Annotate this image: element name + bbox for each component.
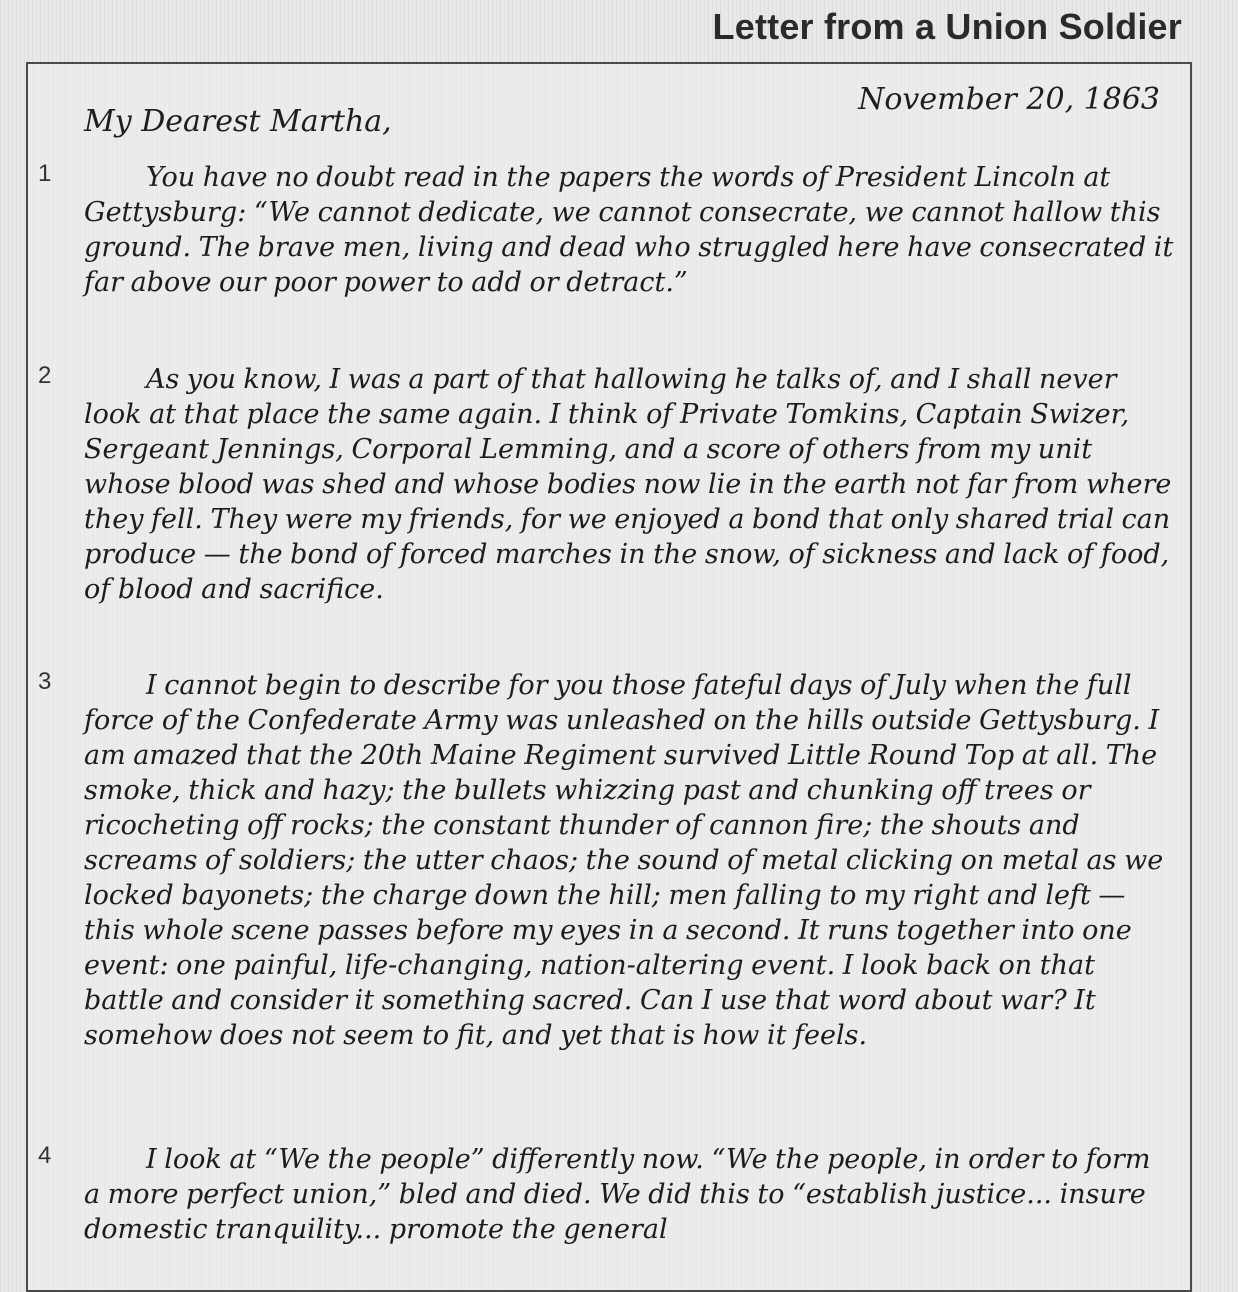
paragraph-1: You have no doubt read in the papers the words of President Lincoln at Gettysburg: “We cannot dedicate, we cannot consecrate, we cannot hallow this ground. The brave men, living and dead who struggled here have consecrated it far above our poor power to add or detract.” [84, 162, 1174, 298]
paragraph-number-3: 3 [38, 668, 52, 695]
paragraph-3: I cannot begin to describe for you those fateful days of July when the full force of the Confederate Army was unleashed on the hills outside Gettysburg. I am amazed that the 20th Maine Regiment survived Little Round Top at all. The smoke, thick and hazy; the bullets whizzing past and chunking off trees or ricocheting off rocks; the constant thunder of cannon fire; the shouts and screams of soldiers; the utter chaos; the sound of metal clicking on metal as we locked bayonets; the charge down the hill; men falling to my right and left — this whole scene passes before my eyes in a second. It runs together into one event: one painful, life-changing, nation-altering event. I look back on that battle and consider it something sacred. Can I use that word about war? It somehow does not seem to fit, and yet that is how it feels. [84, 670, 1164, 1051]
paragraph-number-2: 2 [38, 362, 52, 389]
letter-greeting: My Dearest Martha, [84, 104, 392, 139]
letter-panel [26, 62, 1192, 1292]
paragraph-4: I look at “We the people” differently now. “We the people, in order to form a more perfect union,” bled and died. We did this to “establish justice... insure domestic tranquility... promote the general [84, 1144, 1151, 1245]
paragraph-number-1: 1 [38, 160, 52, 187]
paragraph-2: As you know, I was a part of that hallowing he talks of, and I shall never look at that place the same again. I think of Private Tomkins, Captain Swizer, Sergeant Jennings, Corporal Lemming, and a score of others from my unit whose blood was shed and whose bodies now lie in the earth not far from where they fell. They were my friends, for we enjoyed a bond that only shared trial can produce — the bond of forced marches in the snow, of sickness and lack of food, of blood and sacrifice. [84, 364, 1172, 605]
document-title: Letter from a Union Soldier [712, 6, 1182, 47]
letter-date: November 20, 1863 [858, 82, 1160, 117]
paragraph-number-4: 4 [38, 1142, 52, 1169]
